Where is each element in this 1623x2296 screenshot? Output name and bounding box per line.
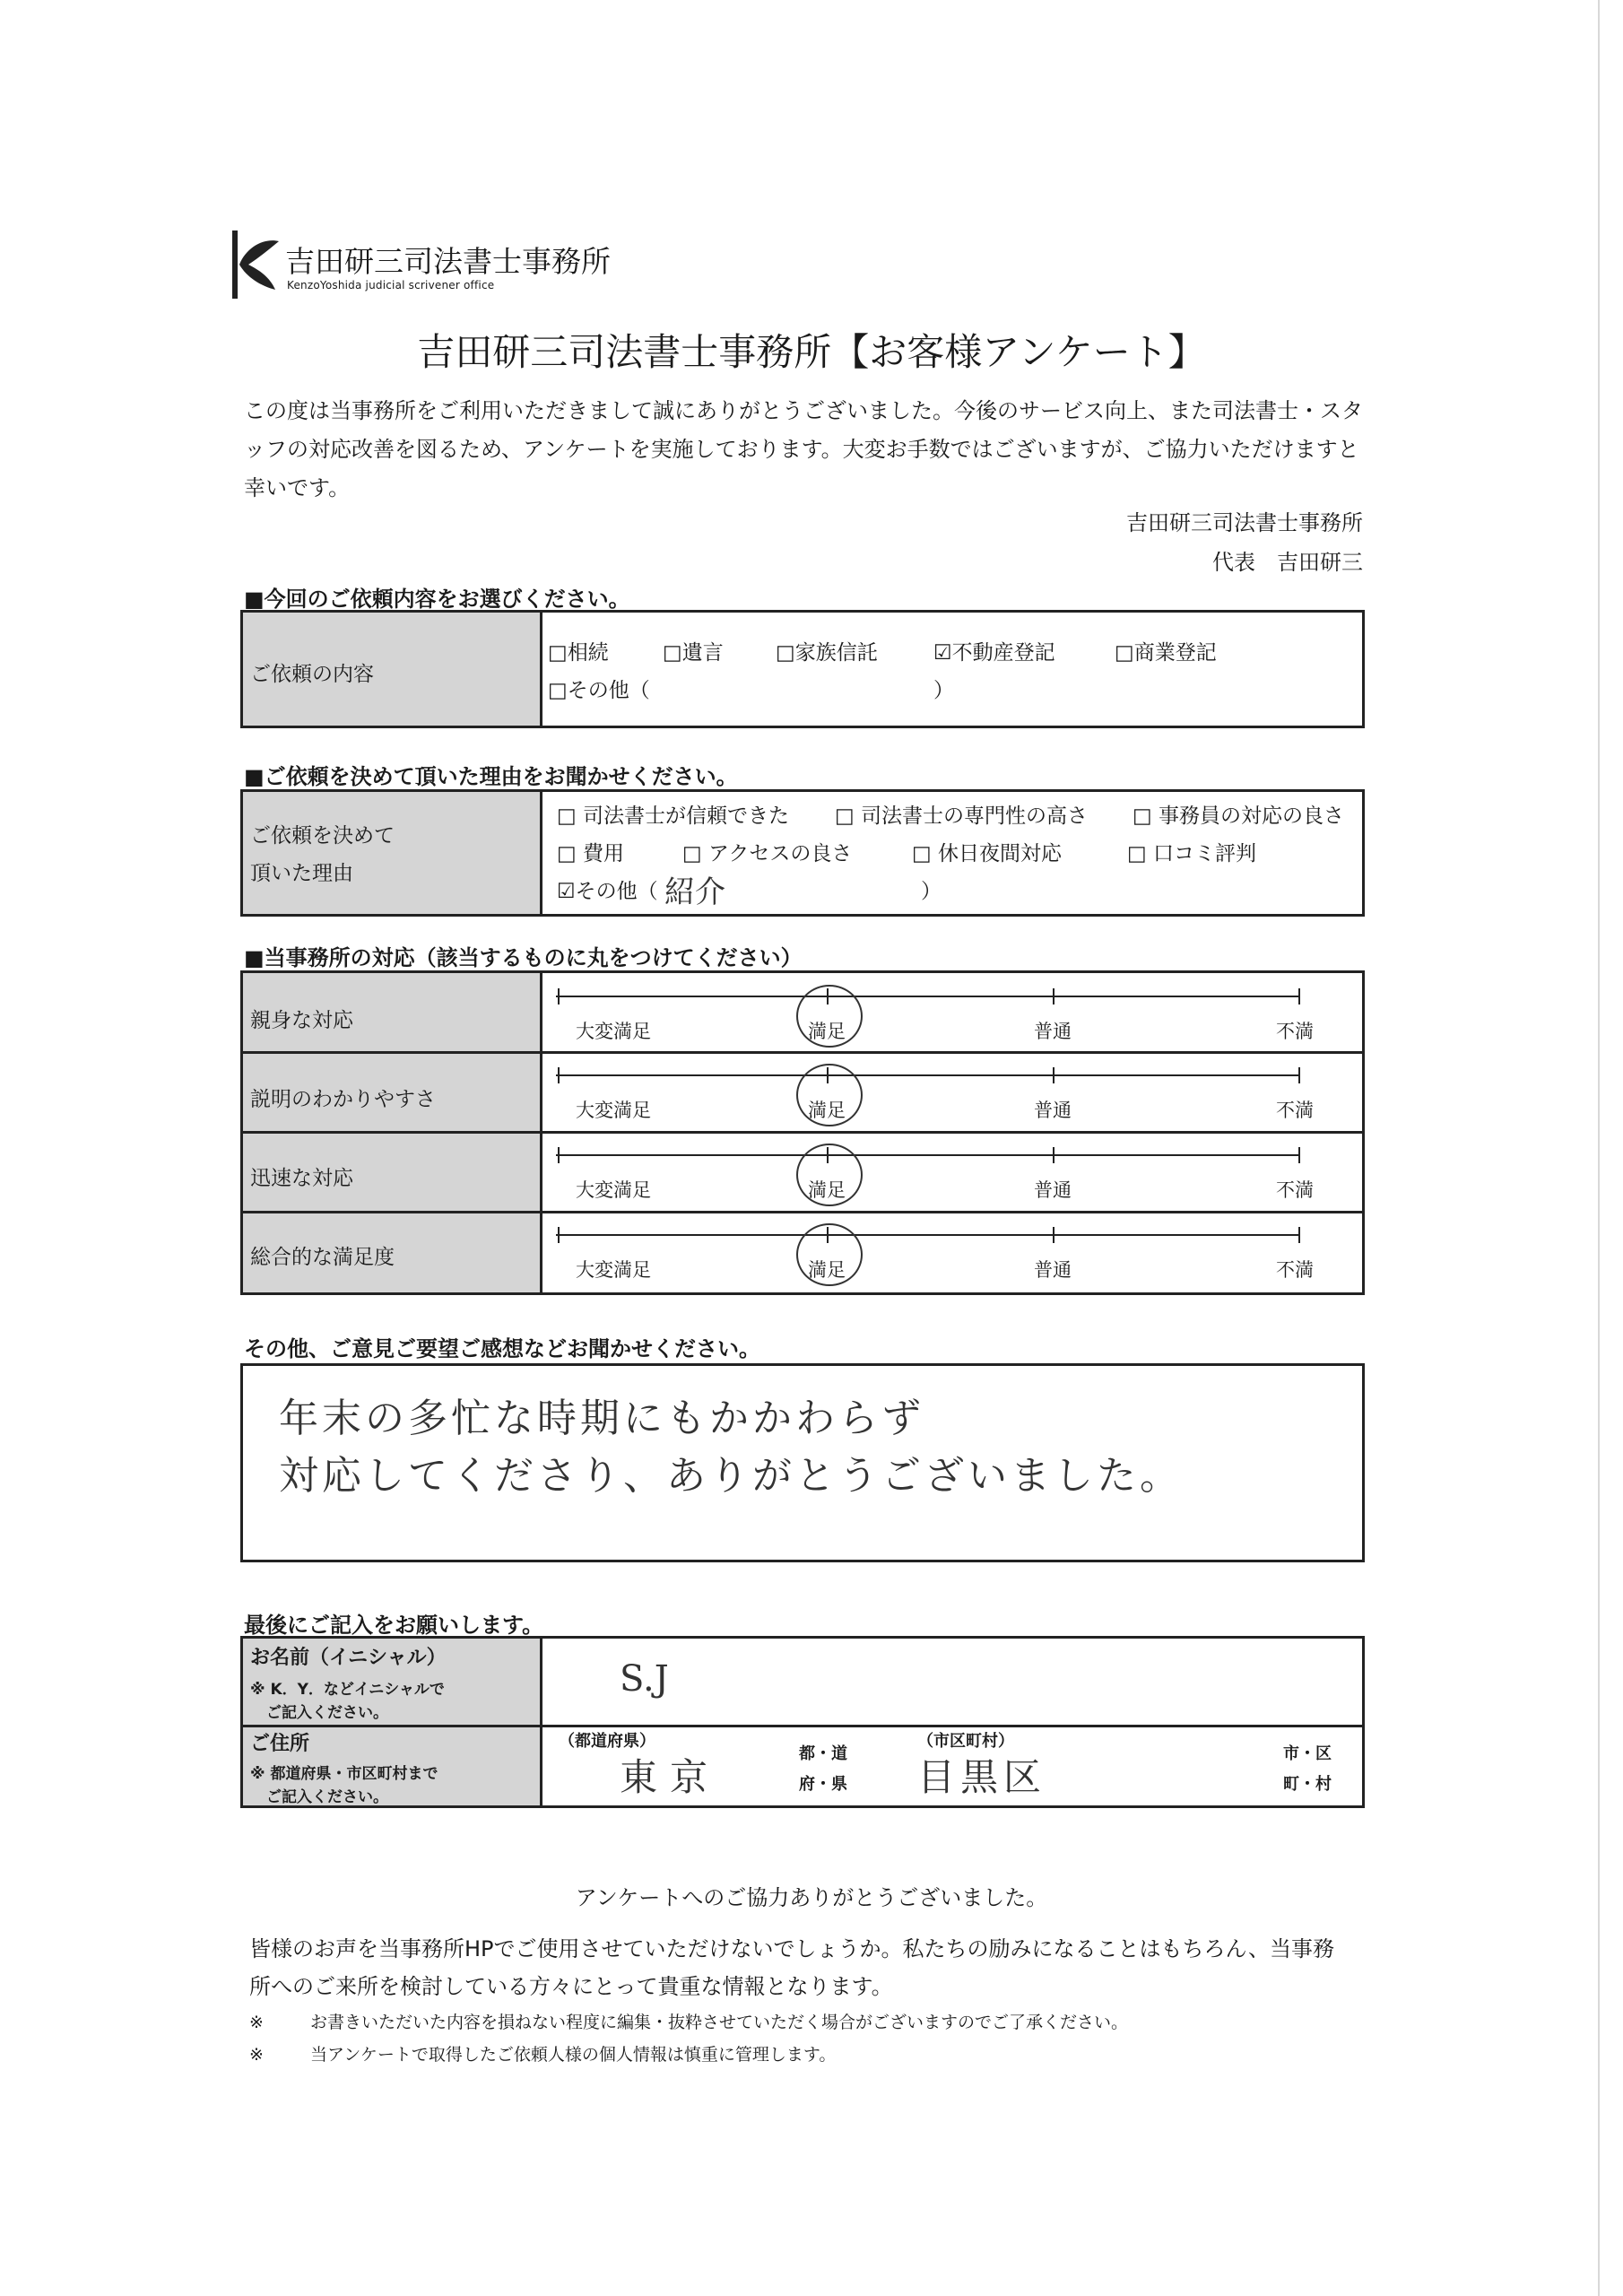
- rating-scale-tick: [558, 1147, 560, 1163]
- rating-option-label[interactable]: 普通: [1034, 1021, 1072, 1042]
- name-note-1: ※ K．Y．などイニシャルで: [250, 1681, 445, 1699]
- rating-label-speed: 迅速な対応: [250, 1167, 353, 1190]
- rating-scale-tick: [1053, 988, 1055, 1004]
- note-mark: ※: [249, 2045, 264, 2065]
- request-heading: ■今回のご依頼内容をお選びください。: [244, 587, 630, 612]
- rating-option-label[interactable]: 不満: [1276, 1179, 1314, 1201]
- selected-rating-circle: [796, 1223, 863, 1286]
- rating-scale-tick: [1053, 1227, 1055, 1243]
- rating-option-label[interactable]: 普通: [1034, 1179, 1072, 1201]
- rating-scale-line: [556, 1154, 1300, 1156]
- rating-scale-line: [556, 1234, 1300, 1236]
- city-label: （市区町村）: [917, 1732, 1014, 1751]
- rating-option-label[interactable]: 満足: [808, 1100, 846, 1121]
- request-label-cell: [243, 613, 542, 726]
- rating-option-label[interactable]: 満足: [808, 1259, 846, 1281]
- website-use-request: 皆様のお声を当事務所HPでご使用させていただけないでしょうか。私たちの励みになることはもちろん、当事務所へのご来所を検討している方々にとって貴重な情報となります。: [249, 1936, 1334, 1999]
- prefecture-label: （都道府県）: [559, 1732, 655, 1751]
- option-other[interactable]: □その他（: [548, 679, 650, 702]
- selected-rating-circle: [796, 985, 863, 1048]
- reason-other[interactable]: ☑その他（: [557, 880, 658, 903]
- option-family-trust[interactable]: □家族信託: [776, 641, 878, 665]
- note-2-text: 当アンケートで取得したご依頼人様の個人情報は慎重に管理します。: [310, 2045, 837, 2065]
- selected-rating-circle: [796, 1064, 863, 1126]
- row-divider: [243, 1211, 1362, 1213]
- comment-line-2: 対応してくださり、ありがとうございました。: [279, 1453, 1183, 1499]
- note-2: [249, 2041, 836, 2066]
- document-title: 吉田研三司法書士事務所【お客様アンケート】: [417, 330, 1206, 374]
- reason-access[interactable]: □ アクセスの良さ: [682, 842, 853, 865]
- final-label-column: [243, 1639, 542, 1805]
- row-divider: [243, 1725, 542, 1727]
- name-note-2: ご記入ください。: [266, 1704, 388, 1722]
- reason-label-line1: ご依頼を決めて: [250, 824, 395, 848]
- rating-option-label[interactable]: 大変満足: [576, 1100, 651, 1121]
- request-label: ご依頼の内容: [250, 663, 374, 686]
- office-name: 吉田研三司法書士事務所: [285, 244, 611, 279]
- address-label: ご住所: [250, 1733, 310, 1755]
- rating-label-clarity: 説明のわかりやすさ: [250, 1088, 436, 1111]
- note-mark: ※: [249, 2013, 264, 2032]
- city-suffix-1: 市・区: [1283, 1744, 1332, 1763]
- rating-scale-line: [556, 996, 1300, 997]
- prefecture-suffix-1: 都・道: [799, 1744, 847, 1763]
- rating-option-label[interactable]: 大変満足: [576, 1179, 651, 1201]
- selected-rating-circle: [796, 1144, 863, 1206]
- city-value[interactable]: 目黒区: [917, 1755, 1047, 1799]
- option-commercial[interactable]: □商業登記: [1115, 641, 1217, 665]
- office-name-en: KenzoYoshida judicial scrivener office: [287, 279, 495, 291]
- name-label: お名前（イニシャル）: [250, 1647, 447, 1669]
- rating-scale-tick: [1298, 988, 1300, 1004]
- name-value[interactable]: S.J: [620, 1658, 669, 1700]
- reason-holiday[interactable]: □ 休日夜間対応: [912, 842, 1063, 865]
- rating-scale-tick: [1053, 1147, 1055, 1163]
- office-logo-icon: [229, 229, 282, 300]
- address-note-1: ※ 都道府県・市区町村まで: [250, 1765, 438, 1783]
- row-divider: [243, 1051, 1362, 1054]
- rating-scale-line: [556, 1074, 1300, 1076]
- reason-other-value: 紹介: [664, 874, 725, 910]
- rating-scale-tick: [558, 1227, 560, 1243]
- rating-scale-tick: [1053, 1067, 1055, 1083]
- rating-scale-tick: [558, 988, 560, 1004]
- reason-reviews[interactable]: □ 口コミ評判: [1127, 842, 1257, 865]
- comments-box[interactable]: [240, 1363, 1365, 1562]
- final-heading: 最後にご記入をお願いします。: [244, 1613, 544, 1638]
- option-inheritance[interactable]: □相続: [548, 641, 609, 665]
- rating-label-overall: 総合的な満足度: [250, 1246, 395, 1269]
- signer-representative: 代表 吉田研三: [1212, 550, 1363, 575]
- signer-office: 吉田研三司法書士事務所: [1126, 510, 1363, 535]
- intro-text: この度は当事務所をご利用いただきまして誠にありがとうございました。今後のサービス向上、また司法書士・スタッフの対応改善を図るため、アンケートを実施しております。大変お手数ではございますが、ご協力いただけますと幸いです。: [244, 398, 1363, 500]
- rating-scale-tick: [1298, 1067, 1300, 1083]
- rating-scale-tick: [1298, 1227, 1300, 1243]
- comments-heading: その他、ご意見ご要望ご感想などお聞かせください。: [244, 1336, 760, 1361]
- note-1-text: お書きいただいた内容を損ねない程度に編集・抜粋させていただく場合がございますのでご了承ください。: [310, 2013, 1129, 2032]
- rating-option-label[interactable]: 普通: [1034, 1100, 1072, 1121]
- reason-expertise[interactable]: □ 司法書士の専門性の高さ: [835, 804, 1089, 828]
- rating-option-label[interactable]: 不満: [1276, 1021, 1314, 1042]
- address-note-2: ご記入ください。: [266, 1788, 388, 1806]
- rating-scale-tick: [558, 1067, 560, 1083]
- row-divider: [243, 1131, 1362, 1134]
- rating-label-kind: 親身な対応: [250, 1009, 353, 1032]
- rating-option-label[interactable]: 大変満足: [576, 1259, 651, 1281]
- reason-trust[interactable]: □ 司法書士が信頼できた: [557, 804, 790, 828]
- comment-line-1: 年末の多忙な時期にもかかわらず: [279, 1396, 924, 1441]
- rating-scale-tick: [1298, 1147, 1300, 1163]
- thanks-message: アンケートへのご協力ありがとうございました。: [575, 1885, 1048, 1910]
- rating-heading: ■当事務所の対応（該当するものに丸をつけてください）: [244, 945, 803, 970]
- rating-option-label[interactable]: 大変満足: [576, 1021, 651, 1042]
- reason-label-cell: [243, 792, 542, 914]
- prefecture-suffix-2: 府・県: [799, 1775, 847, 1794]
- option-will[interactable]: □遺言: [663, 641, 724, 665]
- reason-staff[interactable]: □ 事務員の対応の良さ: [1133, 804, 1345, 828]
- request-table: [240, 610, 1365, 728]
- city-suffix-2: 町・村: [1283, 1775, 1332, 1794]
- rating-option-label[interactable]: 満足: [808, 1179, 846, 1201]
- option-real-estate[interactable]: ☑不動産登記: [933, 641, 1055, 665]
- reason-table: [240, 789, 1365, 917]
- rating-option-label[interactable]: 普通: [1034, 1259, 1072, 1281]
- rating-option-label[interactable]: 不満: [1276, 1100, 1314, 1121]
- reason-other-close: ）: [921, 880, 942, 903]
- reason-label-line2: 頂いた理由: [250, 862, 353, 885]
- option-other-close: ）: [933, 679, 954, 702]
- prefecture-value[interactable]: 東京: [620, 1755, 721, 1799]
- reason-heading: ■ご依頼を決めて頂いた理由をお聞かせください。: [244, 764, 738, 789]
- final-table: [240, 1636, 1365, 1808]
- rating-option-label[interactable]: 満足: [808, 1021, 846, 1042]
- note-1: [249, 2009, 1128, 2033]
- rating-option-label[interactable]: 不満: [1276, 1259, 1314, 1281]
- reason-cost[interactable]: □ 費用: [557, 842, 625, 865]
